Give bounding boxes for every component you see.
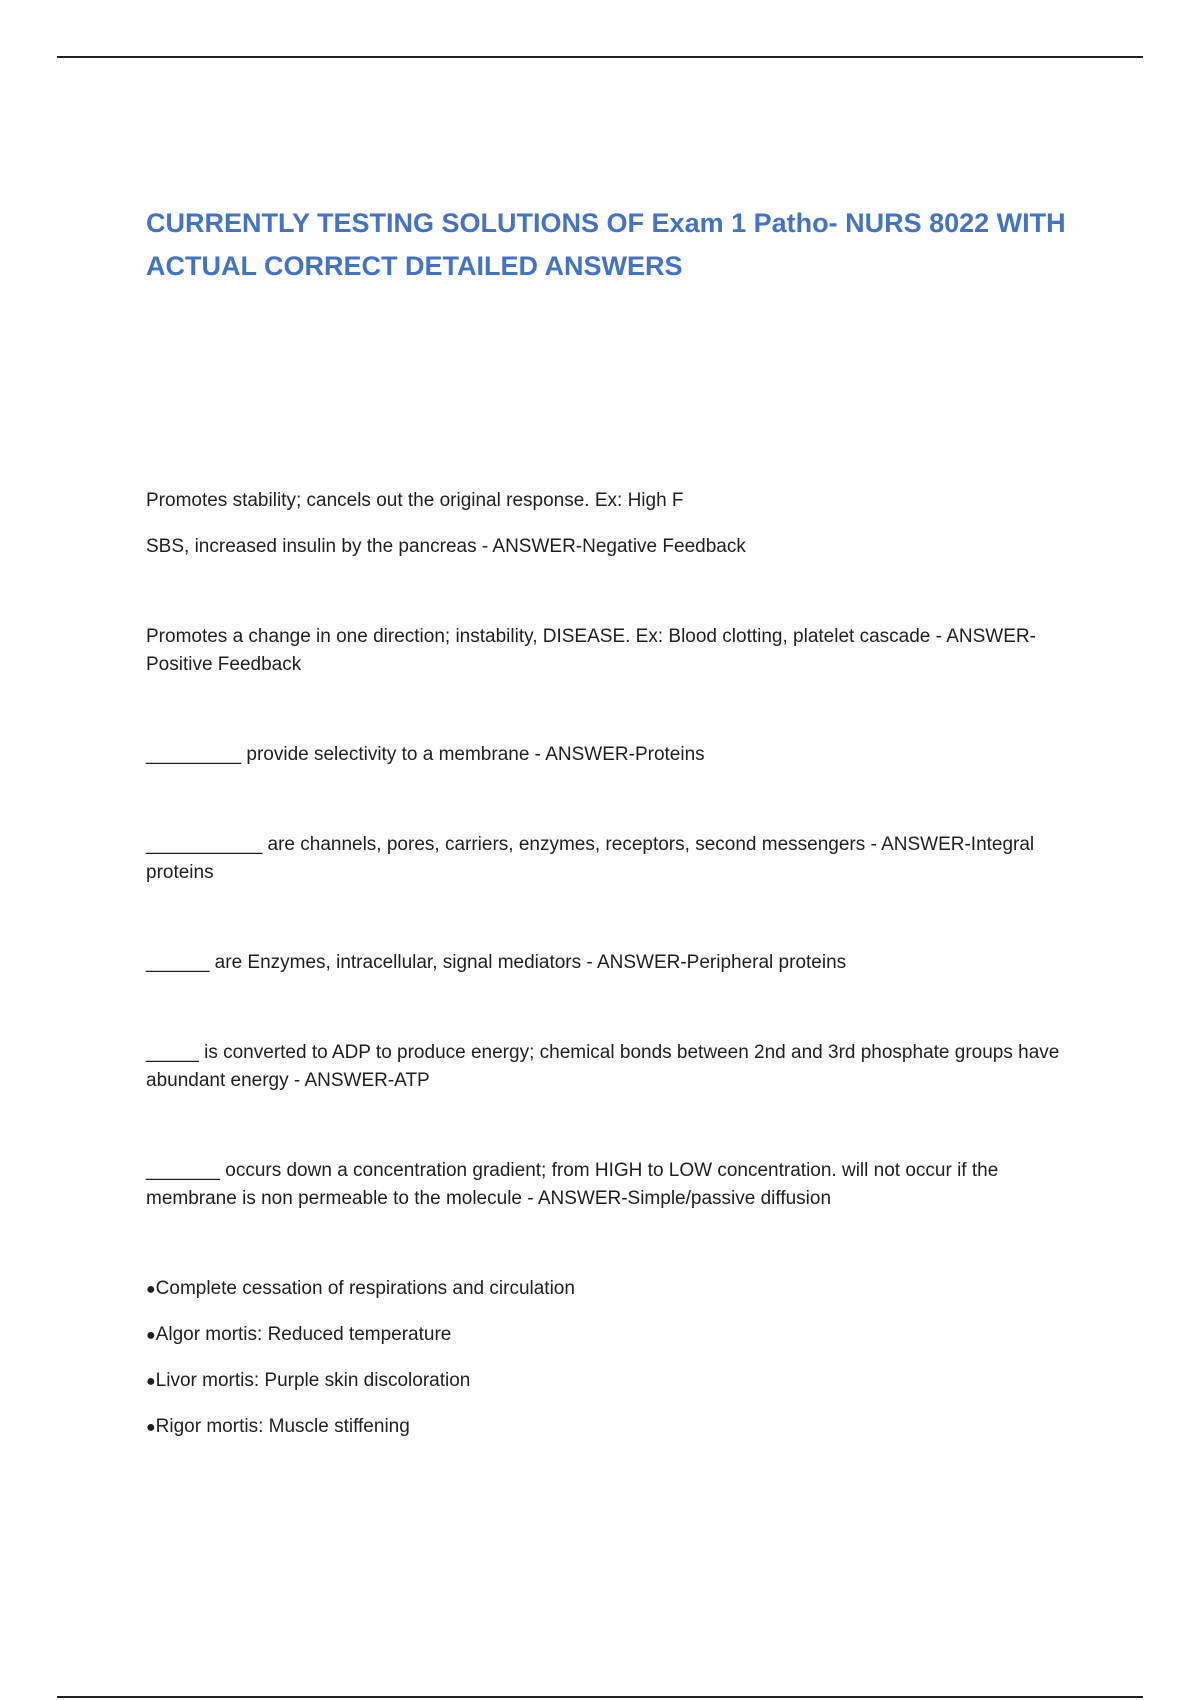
entry-negative-feedback-answer: SBS, increased insulin by the pancreas - ANSWER-Negative Feedback bbox=[146, 536, 746, 557]
entry-peripheral-proteins: ______ are Enzymes, intracellular, signal mediators - ANSWER-Peripheral proteins bbox=[146, 952, 847, 973]
list-item: ●Algor mortis: Reduced temperature bbox=[146, 1321, 1086, 1350]
bullet-icon: ● bbox=[146, 1419, 156, 1436]
document-title: CURRENTLY TESTING SOLUTIONS OF Exam 1 Patho- NURS 8022 WITH ACTUAL CORRECT DETAILED ANSWERS bbox=[146, 208, 1066, 281]
entry-positive-feedback: Promotes a change in one direction; instability, DISEASE. Ex: Blood clotting, platelet cascade - ANSWER-Positive Feedback bbox=[146, 626, 1036, 675]
header-rule bbox=[57, 56, 1143, 58]
entry-proteins: _________ provide selectivity to a membrane - ANSWER-Proteins bbox=[146, 744, 705, 765]
list-item: ●Rigor mortis: Muscle stiffening bbox=[146, 1413, 1086, 1442]
entry-simple-diffusion: _______ occurs down a concentration gradient; from HIGH to LOW concentration. will not occur if the membrane is non permeable to the molecule - ANSWER-Simple/passive diffusion bbox=[146, 1160, 999, 1209]
entry-integral-proteins: ___________ are channels, pores, carriers, enzymes, receptors, second messengers - ANSWER-Integral proteins bbox=[146, 834, 1035, 883]
bullet-icon: ● bbox=[146, 1373, 156, 1390]
list-item: ●Livor mortis: Purple skin discoloration bbox=[146, 1367, 1086, 1396]
footer-rule bbox=[57, 1696, 1143, 1698]
document-body bbox=[146, 487, 1086, 1459]
death-signs-list bbox=[146, 1275, 1086, 1442]
entry-atp: _____ is converted to ADP to produce energy; chemical bonds between 2nd and 3rd phosphate groups have abundant energy - ANSWER-ATP bbox=[146, 1042, 1060, 1091]
bullet-icon: ● bbox=[146, 1327, 156, 1344]
bullet-icon: ● bbox=[146, 1281, 156, 1298]
list-item: ●Complete cessation of respirations and circulation bbox=[146, 1275, 1086, 1304]
entry-negative-feedback-question: Promotes stability; cancels out the original response. Ex: High F bbox=[146, 490, 684, 511]
